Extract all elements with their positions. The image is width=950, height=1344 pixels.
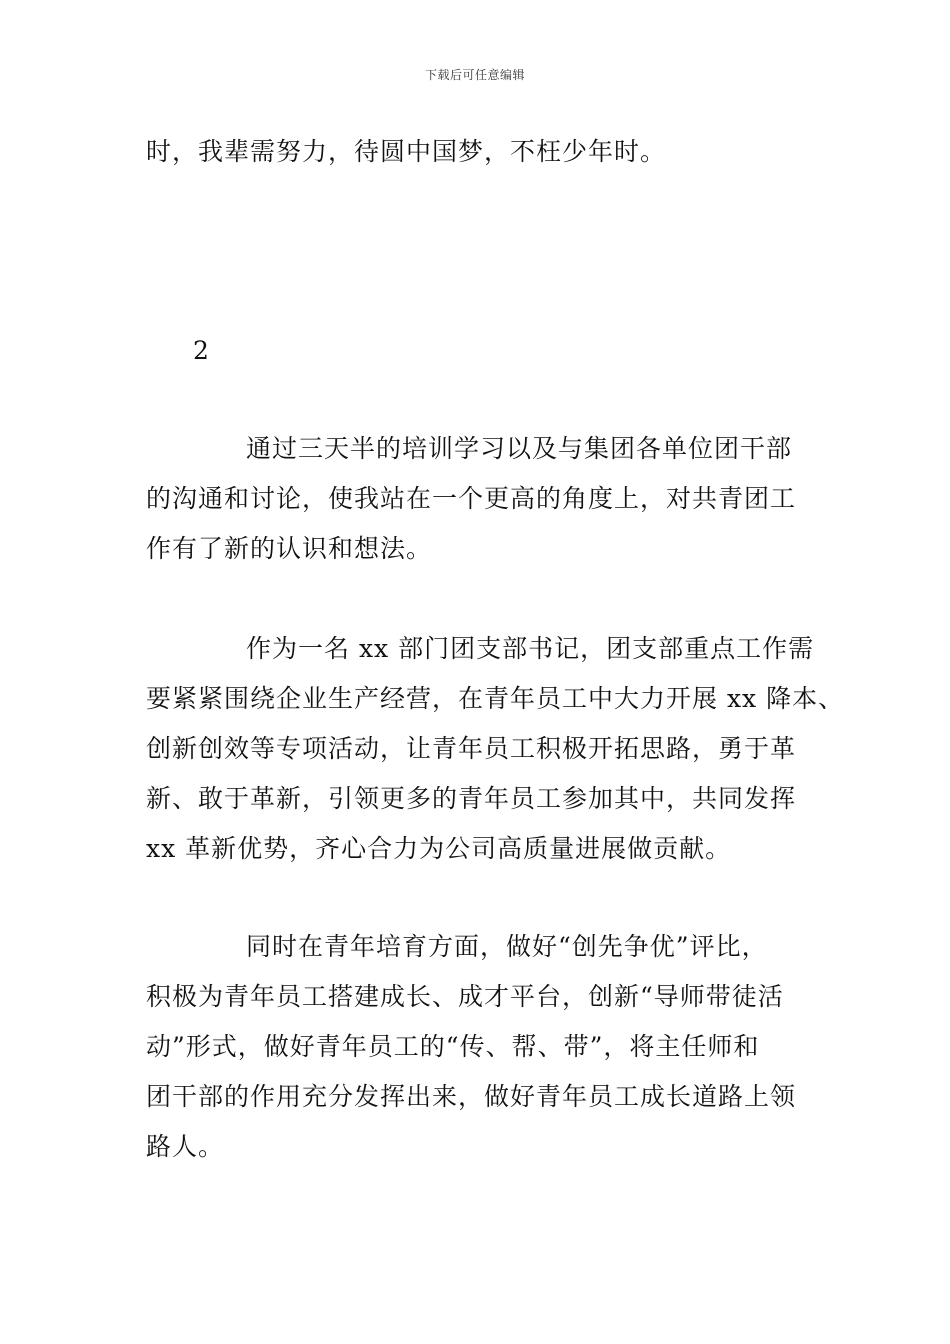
page-number: 2 <box>193 336 209 365</box>
paragraph-4-line-2: 积极为青年员工搭建成长、成才平台，创新“导师带徒活 <box>146 982 784 1011</box>
paragraph-1-line-1: 时，我辈需努力，待圆中国梦，不枉少年时。 <box>146 137 667 166</box>
paragraph-2-line-3: 作有了新的认识和想法。 <box>146 534 433 563</box>
paragraph-3-line-2: 要紧紧围绕企业生产经营，在青年员工中大力开展 xx 降本、 <box>146 684 845 713</box>
page-header: 下载后可任意编辑 <box>424 68 525 82</box>
paragraph-3-line-3: 创新创效等专项活动，让青年员工积极开拓思路，勇于革 <box>146 734 797 763</box>
paragraph-3-line-5: xx 革新优势，齐心合力为公司高质量进展做贡献。 <box>146 834 732 863</box>
paragraph-2-line-1: 通过三天半的培训学习以及与集团各单位团干部 <box>246 434 793 463</box>
paragraph-4-line-3: 动”形式，做好青年员工的“传、帮、带”，将主任师和 <box>146 1032 760 1061</box>
paragraph-3-line-4: 新、敢于革新，引领更多的青年员工参加其中，共同发挥 <box>146 784 797 813</box>
paragraph-4-line-1: 同时在青年培育方面，做好“创先争优”评比， <box>246 932 768 961</box>
paragraph-3-line-1: 作为一名 xx 部门团支部书记，团支部重点工作需 <box>246 634 815 663</box>
paragraph-2-line-2: 的沟通和讨论，使我站在一个更高的角度上，对共青团工 <box>146 484 797 513</box>
paragraph-4-line-5: 路人。 <box>146 1132 225 1161</box>
paragraph-4-line-4: 团干部的作用充分发挥出来，做好青年员工成长道路上领 <box>146 1082 797 1111</box>
